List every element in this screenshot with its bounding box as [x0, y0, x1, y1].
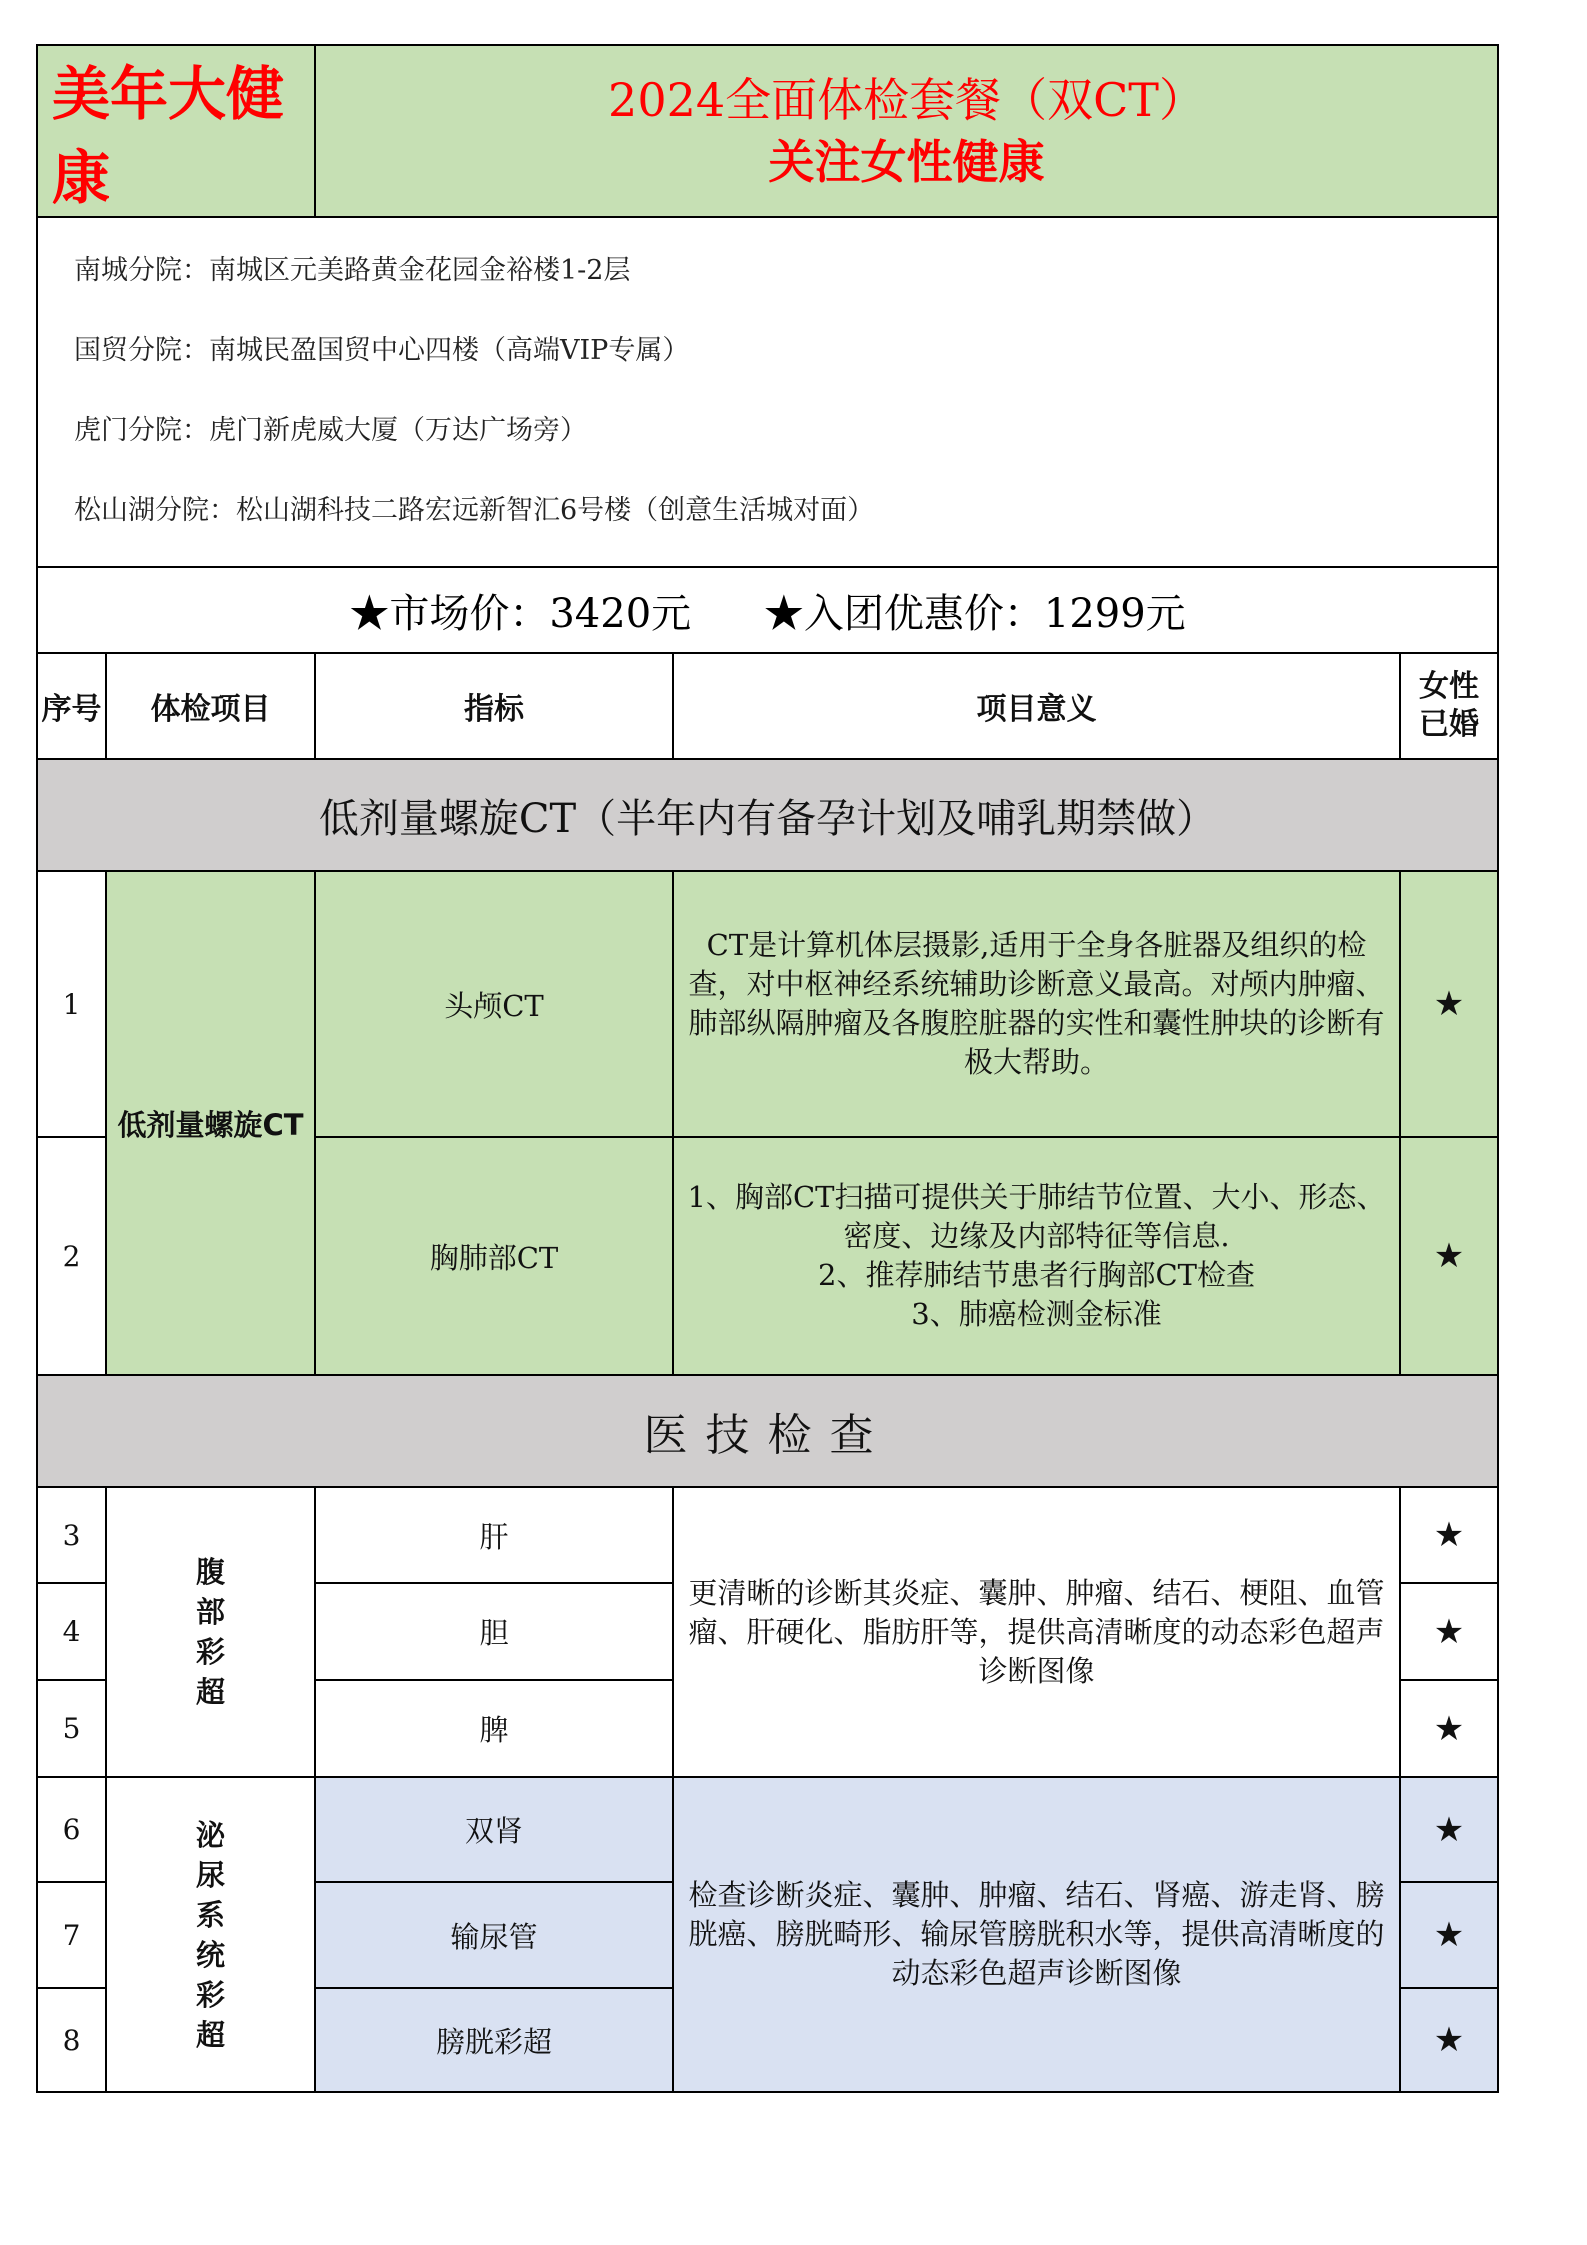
package-title-line2: 关注女性健康: [768, 135, 1045, 189]
col-header-indicator: 指标: [315, 653, 673, 759]
section-title-medtech: 医技检查: [37, 1375, 1498, 1487]
meaning-cell: 检查诊断炎症、囊肿、肿瘤、结石、肾癌、游走肾、膀胱癌、膀胱畸形、输尿管膀胱积水等，提供高清晰度的动态彩色超声诊断图像: [673, 1777, 1400, 2092]
branch-list: [37, 217, 1498, 567]
row-number: 4: [37, 1583, 106, 1680]
indicator-cell: 肝: [315, 1487, 673, 1583]
col-header-female: 女性: [1419, 669, 1480, 704]
indicator-cell: 双肾: [315, 1777, 673, 1882]
row-number: 3: [37, 1487, 106, 1583]
col-header-married: 已婚: [1419, 707, 1480, 742]
indicator-cell: 输尿管: [315, 1882, 673, 1988]
package-title-line1: 2024全面体检套餐（双CT）: [608, 73, 1205, 127]
section-title-ct: 低剂量螺旋CT（半年内有备孕计划及哺乳期禁做）: [37, 759, 1498, 871]
market-price: ★市场价：3420元: [349, 590, 692, 637]
indicator-cell: 胸肺部CT: [315, 1137, 673, 1375]
category-char: 部: [196, 1595, 226, 1629]
col-header-item: 体检项目: [106, 653, 315, 759]
star-icon: ★: [1400, 1680, 1498, 1777]
row-number: 8: [37, 1988, 106, 2092]
indicator-cell: 头颅CT: [315, 871, 673, 1137]
meaning-cell: 更清晰的诊断其炎症、囊肿、肿瘤、结石、梗阻、血管瘤、肝硬化、脂肪肝等，提供高清晰度的动态彩色超声诊断图像: [673, 1487, 1400, 1777]
brand-title: 美年大健康: [37, 45, 315, 217]
branch-item: 南城分院：南城区元美路黄金花园金裕楼1-2层: [74, 255, 631, 286]
col-header-no: 序号: [37, 653, 106, 759]
meaning-line: 3、肺癌检测金标准: [911, 1297, 1162, 1331]
star-icon: ★: [1400, 1487, 1498, 1583]
star-icon: ★: [1400, 1988, 1498, 2092]
checkup-package-table: [36, 44, 1499, 2093]
branch-item: 国贸分院：南城民盈国贸中心四楼（高端VIP专属）: [74, 335, 690, 366]
indicator-cell: 脾: [315, 1680, 673, 1777]
meaning-cell: [673, 1137, 1400, 1375]
category-char: 尿: [196, 1857, 226, 1892]
row-number: 7: [37, 1882, 106, 1988]
star-icon: ★: [1400, 1882, 1498, 1988]
row-number: 2: [37, 1137, 106, 1375]
branch-item: 虎门分院：虎门新虎威大厦（万达广场旁）: [74, 415, 587, 446]
category-char: 彩: [196, 1977, 226, 2012]
category-char: 泌: [196, 1817, 226, 1852]
row-number: 6: [37, 1777, 106, 1882]
meaning-line: 2、推荐肺结节患者行胸部CT检查: [818, 1258, 1255, 1292]
col-header-meaning: 项目意义: [673, 653, 1400, 759]
category-char: 超: [196, 2017, 226, 2052]
meaning-cell: CT是计算机体层摄影,适用于全身各脏器及组织的检查，对中枢神经系统辅助诊断意义最高。对颅内肿瘤、肺部纵隔肿瘤及各腹腔脏器的实性和囊性肿块的诊断有极大帮助。: [673, 871, 1400, 1137]
star-icon: ★: [1400, 1583, 1498, 1680]
star-icon: ★: [1400, 1777, 1498, 1882]
branch-item: 松山湖分院：松山湖科技二路宏远新智汇6号楼（创意生活城对面）: [74, 495, 875, 526]
category-char: 系: [196, 1897, 226, 1932]
category-abdominal-ultrasound: [106, 1487, 315, 1777]
package-title: [315, 45, 1498, 217]
row-number: 1: [37, 871, 106, 1137]
star-icon: ★: [1400, 871, 1498, 1137]
category-char: 超: [196, 1675, 226, 1709]
col-header-female-married: [1400, 653, 1498, 759]
star-icon: ★: [1400, 1137, 1498, 1375]
category-char: 彩: [196, 1635, 226, 1669]
indicator-cell: 膀胱彩超: [315, 1988, 673, 2092]
meaning-line: 1、胸部CT扫描可提供关于肺结节位置、大小、形态、密度、边缘及内部特征等信息.: [687, 1180, 1386, 1253]
group-price: ★入团优惠价：1299元: [763, 590, 1186, 637]
price-row: [37, 567, 1498, 653]
category-ct: 低剂量螺旋CT: [106, 871, 315, 1375]
category-urinary-ultrasound: [106, 1777, 315, 2092]
indicator-cell: 胆: [315, 1583, 673, 1680]
row-number: 5: [37, 1680, 106, 1777]
category-char: 统: [196, 1937, 226, 1972]
category-char: 腹: [196, 1555, 226, 1589]
